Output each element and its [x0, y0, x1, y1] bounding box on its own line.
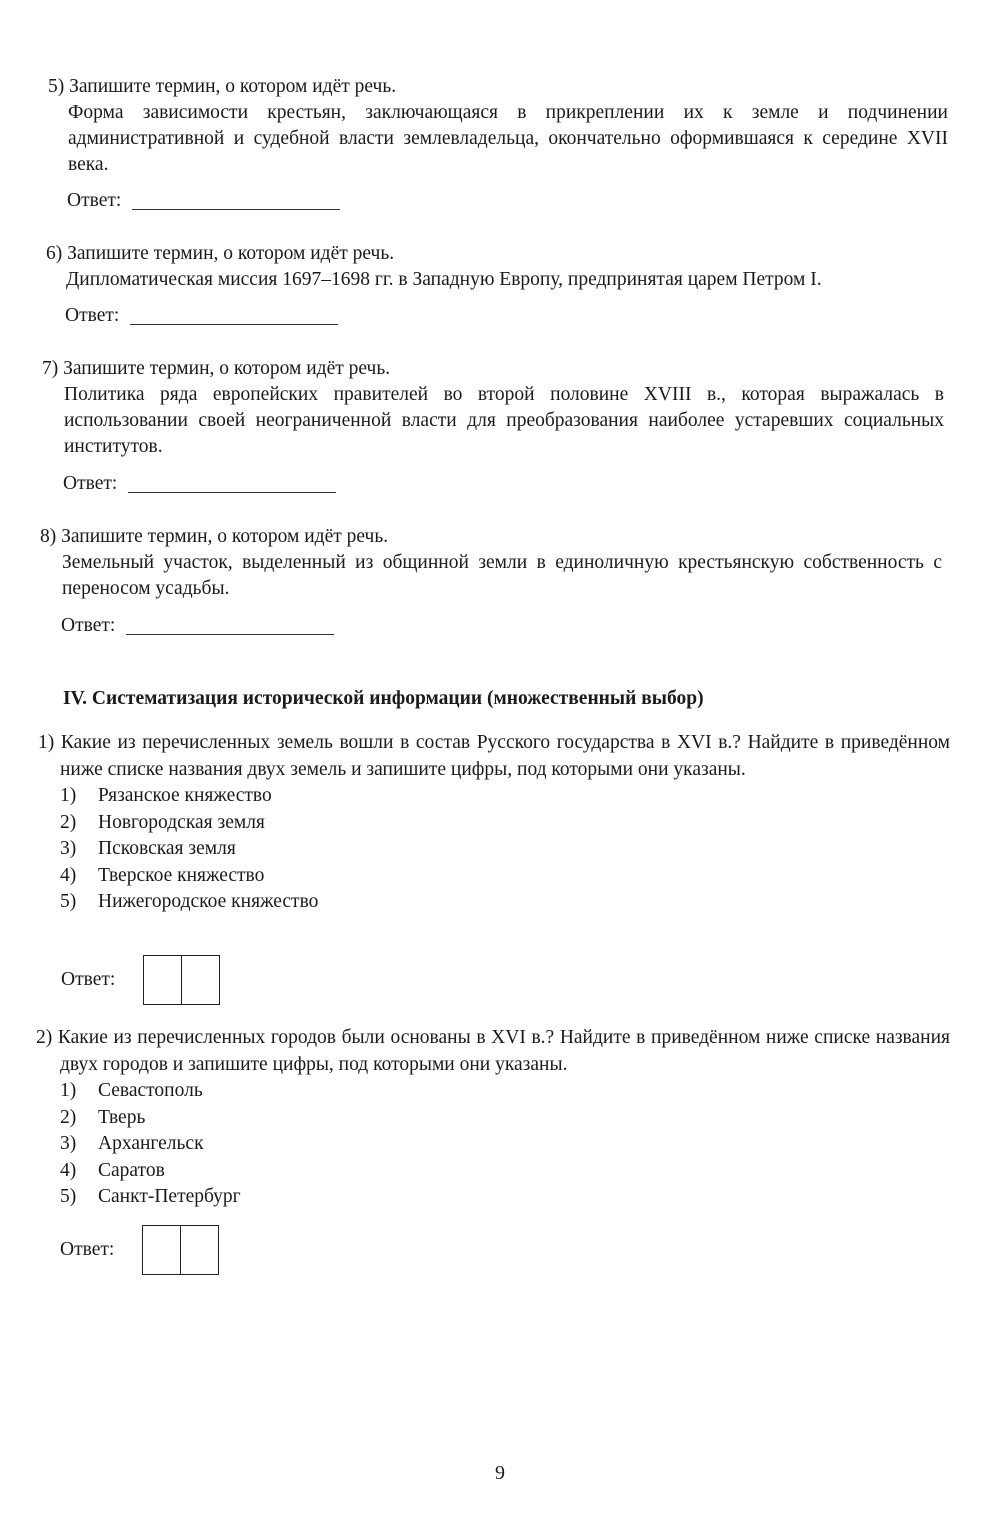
option-number: 4) — [60, 864, 77, 886]
answer-line-8[interactable] — [61, 615, 115, 637]
option-label: Тверь — [98, 1106, 146, 1128]
question-body: Какие из перечисленных земель вошли в состав Русского государства в XVI в.? Найдите в приведённом ниже списке названия двух земель и запишите цифры, под которыми они указаны. — [60, 732, 951, 780]
term-task-8 — [40, 524, 942, 602]
option-item — [60, 1131, 950, 1158]
question-number: 2) — [36, 1027, 53, 1048]
answer-underline[interactable] — [128, 492, 336, 493]
options-list — [60, 783, 950, 916]
option-item — [60, 836, 950, 863]
answer-label: Ответ: — [67, 190, 122, 211]
task-description: Земельный участок, выделенный из общинной земли в единоличную крестьянскую собственность с переносом усадьбы. — [62, 552, 942, 599]
section-title: IV. Систематизация исторической информации (множественный выбор) — [63, 688, 704, 709]
answer-cell-1[interactable] — [142, 1225, 181, 1275]
answer-label: Ответ: — [61, 615, 116, 636]
option-label: Архангельск — [98, 1133, 204, 1154]
option-item — [60, 1158, 950, 1185]
option-number: 5) — [60, 1186, 77, 1207]
option-number: 2) — [60, 811, 77, 833]
term-task-5 — [48, 74, 948, 178]
option-item — [60, 783, 950, 810]
option-label: Тверское княжество — [98, 864, 265, 886]
option-number: 5) — [60, 891, 77, 912]
task-prompt: Запишите термин, о котором идёт речь. — [69, 76, 397, 97]
option-number: 3) — [60, 838, 77, 859]
option-number: 3) — [60, 1133, 77, 1154]
question-2 — [36, 1025, 950, 1211]
answer-label: Ответ: — [63, 473, 118, 494]
task-prompt: Запишите термин, о котором идёт речь. — [67, 243, 395, 264]
task-number: 8) — [40, 526, 57, 547]
task-description: Политика ряда европейских правителей во второй половине XVIII в., которая выражалась в использовании своей неограниченной власти для преобразования наиболее устаревших социальных институтов. — [64, 384, 944, 457]
answer-label: Ответ: — [61, 969, 116, 990]
page-number: 9 — [495, 1462, 505, 1484]
question-number: 1) — [38, 732, 55, 753]
answer-underline[interactable] — [132, 209, 340, 210]
option-number: 2) — [60, 1106, 77, 1128]
option-item — [60, 863, 950, 890]
task-description: Дипломатическая миссия 1697–1698 гг. в Западную Европу, предпринятая царем Петром I. — [66, 269, 822, 290]
answer-cell-2[interactable] — [182, 955, 220, 1005]
task-description: Форма зависимости крестьян, заключающаяся в прикреплении их к земле и подчинении административной и судебной власти землевладельца, окончательно оформившаяся к середине XVII века. — [68, 102, 948, 175]
options-list — [60, 1078, 950, 1211]
task-prompt: Запишите термин, о котором идёт речь. — [61, 526, 389, 547]
option-label: Псковская земля — [98, 838, 236, 859]
option-number: 1) — [60, 1080, 77, 1101]
option-item — [60, 889, 950, 916]
option-label: Санкт-Петербург — [98, 1186, 241, 1207]
option-label: Новгородская земля — [98, 811, 265, 833]
term-task-6 — [46, 241, 946, 293]
term-task-7 — [42, 356, 944, 460]
option-item — [60, 1078, 950, 1105]
task-prompt: Запишите термин, о котором идёт речь. — [63, 358, 391, 379]
question-text — [36, 1025, 950, 1078]
option-item — [60, 1105, 950, 1132]
answer-underline[interactable] — [130, 324, 338, 325]
answer-line-6[interactable] — [65, 305, 119, 327]
task-number: 7) — [42, 358, 59, 379]
answer-underline[interactable] — [126, 634, 334, 635]
option-item — [60, 1184, 950, 1211]
option-label: Нижегородское княжество — [98, 891, 319, 912]
option-label: Саратов — [98, 1159, 165, 1181]
option-number: 1) — [60, 785, 77, 806]
option-number: 4) — [60, 1159, 77, 1181]
answer-line-5[interactable] — [67, 190, 121, 212]
task-number: 6) — [46, 243, 63, 264]
option-item — [60, 810, 950, 837]
answer-label: Ответ: — [60, 1239, 115, 1260]
question-1 — [38, 730, 950, 916]
question-body: Какие из перечисленных городов были основаны в XVI в.? Найдите в приведённом ниже списке названия двух городов и запишите цифры, под которыми они указаны. — [57, 1027, 950, 1075]
answer-cell-1[interactable] — [143, 955, 182, 1005]
option-label: Рязанское княжество — [98, 785, 272, 806]
answer-label: Ответ: — [65, 305, 120, 326]
question-text — [38, 730, 950, 783]
task-number: 5) — [48, 76, 65, 97]
answer-line-7[interactable] — [63, 473, 117, 495]
option-label: Севастополь — [98, 1080, 203, 1101]
answer-cell-2[interactable] — [181, 1225, 219, 1275]
